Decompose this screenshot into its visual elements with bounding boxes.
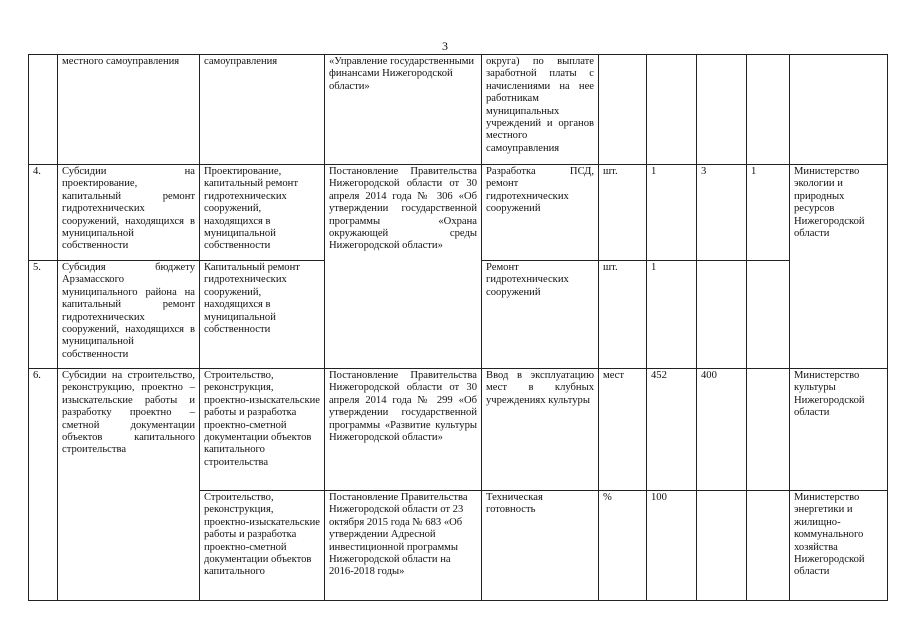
num-cell: 5. [29, 261, 58, 369]
unit-cell: мест [599, 369, 647, 491]
value-cell: 100 [647, 491, 697, 601]
value-cell: 1 [747, 165, 790, 261]
program-cell: Постановление Правительства Нижегородской области от 30 апреля 2014 года № 306 «Об утверждении государственной программы «Охрана окружающей среды Нижегородской области» [325, 165, 482, 369]
ministry-cell: Министерство энергетики и жилищно-коммунального хозяйства Нижегородской области [790, 491, 888, 601]
program-cell: Постановление Правительства Нижегородской области от 30 апреля 2014 года № 299 «Об утверждении государственной программы «Развитие культуры Нижегородской области» [325, 369, 482, 491]
direction-cell: Строительство, реконструкция, проектно-изыскательские работы и разработка проектно-сметной документации объектов капитального строительства [200, 369, 325, 491]
direction-cell: Капитальный ремонт гидротехнических сооружений, находящихся в муниципальной собственности [200, 261, 325, 369]
value-cell [697, 491, 747, 601]
table-row [29, 369, 888, 491]
value-cell [747, 261, 790, 369]
name-cell: местного самоуправления [58, 55, 200, 165]
indicator-cell: Ремонт гидротехнических сооружений [482, 261, 599, 369]
value-cell: 452 [647, 369, 697, 491]
direction-cell: Строительство, реконструкция, проектно-изыскательские работы и разработка проектно-сметной документации объектов капитального [200, 491, 325, 601]
name-cell: Субсидия бюджету Арзамасского муниципального района на капитальный ремонт гидротехнических сооружений, находящихся в муниципальной собственности [58, 261, 200, 369]
direction-cell: Проектирование, капитальный ремонт гидротехнических сооружений, находящихся в муниципальной собственности [200, 165, 325, 261]
value-cell [647, 55, 697, 165]
value-cell: 3 [697, 165, 747, 261]
indicator-cell: Техническая готовность [482, 491, 599, 601]
unit-cell [599, 55, 647, 165]
num-cell [29, 55, 58, 165]
value-cell: 1 [647, 261, 697, 369]
direction-cell: самоуправления [200, 55, 325, 165]
program-cell: Постановление Правительства Нижегородской области от 23 октября 2015 года № 683 «Об утверждении Адресной инвестиционной программы Нижегородской области на 2016-2018 годы» [325, 491, 482, 601]
num-cell: 6. [29, 369, 58, 601]
unit-cell: % [599, 491, 647, 601]
value-cell [747, 491, 790, 601]
num-cell: 4. [29, 165, 58, 261]
unit-cell: шт. [599, 165, 647, 261]
value-cell [697, 261, 747, 369]
name-cell: Субсидии на строительство, реконструкцию, проектно – изыскательские работы и разработку проектно – сметной документации объектов капитального строительства [58, 369, 200, 601]
indicator-cell: округа) по выплате заработной платы с начислениями на нее работникам муниципальных учреждений и органов местного самоуправления [482, 55, 599, 165]
table-row [29, 55, 888, 165]
value-cell [747, 55, 790, 165]
program-cell: «Управление государственными финансами Нижегородской области» [325, 55, 482, 165]
name-cell: Субсидии на проектирование, капитальный ремонт гидротехнических сооружений, находящихся в муниципальной собственности [58, 165, 200, 261]
value-cell: 400 [697, 369, 747, 491]
table-row [29, 165, 888, 261]
ministry-cell: Министерство экологии и природных ресурсов Нижегородской области [790, 165, 888, 369]
unit-cell: шт. [599, 261, 647, 369]
ministry-cell [790, 55, 888, 165]
ministry-cell: Министерство культуры Нижегородской области [790, 369, 888, 491]
page-number: 3 [442, 39, 448, 53]
value-cell: 1 [647, 165, 697, 261]
value-cell [747, 369, 790, 491]
indicator-cell: Ввод в эксплуатацию мест в клубных учреждениях культуры [482, 369, 599, 491]
subsidy-table [28, 54, 888, 601]
indicator-cell: Разработка ПСД, ремонт гидротехнических сооружений [482, 165, 599, 261]
value-cell [697, 55, 747, 165]
